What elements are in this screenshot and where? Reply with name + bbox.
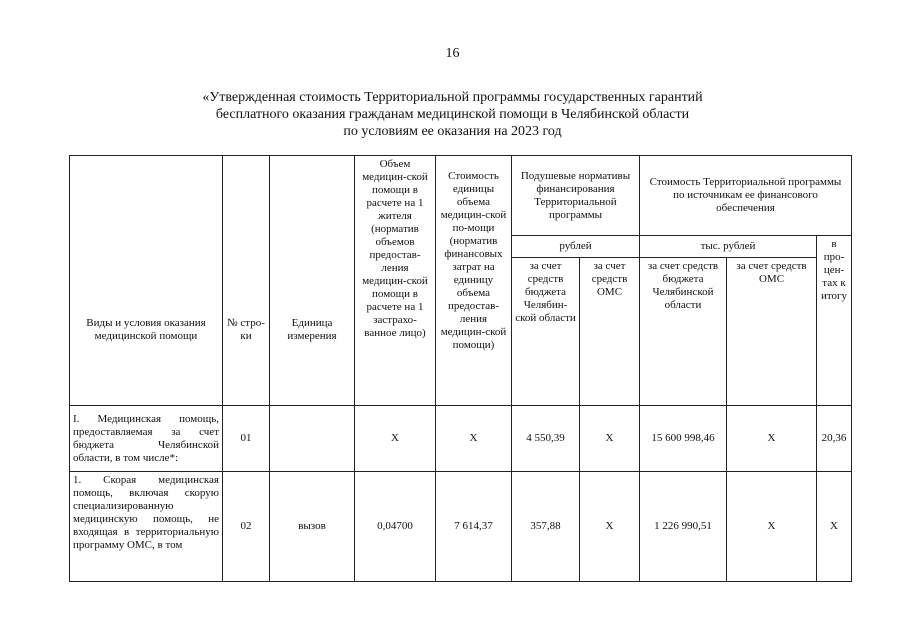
page-number: 16 xyxy=(445,46,460,61)
table-row xyxy=(70,472,852,582)
header-thousand-rubles: тыс. рублей xyxy=(640,236,817,258)
title-line-2: бесплатного оказания гражданам медицинской помощи в Челябинской области xyxy=(215,107,690,122)
header-row-number: № стро-ки xyxy=(223,156,270,406)
title-line-3: по условиям ее оказания на 2023 год xyxy=(343,124,562,139)
row-oms-rubles: Х xyxy=(580,406,640,472)
row-volume: Х xyxy=(355,406,436,472)
document-title xyxy=(120,89,785,140)
row-unit: вызов xyxy=(270,472,355,582)
row-budget-thousand: 1 226 990,51 xyxy=(640,472,727,582)
row-volume: 0,04700 xyxy=(355,472,436,582)
header-budget-thousand: за счет средств бюджета Челябинской области xyxy=(640,258,727,406)
row-oms-thousand: Х xyxy=(727,472,817,582)
row-kind: I. Медицинская помощь, предоставляемая за счет бюджета Челябинской области, в том числе*: xyxy=(70,406,223,472)
header-percent: в про-цен-тах к итогу xyxy=(817,236,852,406)
header-unit: Единица измерения xyxy=(270,156,355,406)
header-rubles: рублей xyxy=(512,236,640,258)
row-kind: 1. Скорая медицинская помощь, включая скорую специализированную медицинскую помощь, не входящая в территориальную программу ОМС, в том xyxy=(70,472,223,582)
header-kinds: Виды и условия оказания медицинской помощи xyxy=(70,156,223,406)
header-row-1 xyxy=(70,156,852,236)
row-unit-cost: Х xyxy=(436,406,512,472)
cost-table xyxy=(69,155,852,582)
row-unit-cost: 7 614,37 xyxy=(436,472,512,582)
header-program-cost: Стоимость Территориальной программы по источникам ее финансового обеспечения xyxy=(640,156,852,236)
row-number: 02 xyxy=(223,472,270,582)
row-oms-thousand: Х xyxy=(727,406,817,472)
header-oms-rubles: за счет средств ОМС xyxy=(580,258,640,406)
header-oms-thousand: за счет средств ОМС xyxy=(727,258,817,406)
row-percent: Х xyxy=(817,472,852,582)
header-volume: Объем медицин-ской помощи в расчете на 1 жителя (норматив объемов предостав-ления медицин-ской помощи в расчете на 1 застрахо-ванное лицо) xyxy=(355,156,436,406)
header-per-capita: Подушевые нормативы финансирования Территориальной программы xyxy=(512,156,640,236)
row-unit xyxy=(270,406,355,472)
row-budget-rubles: 4 550,39 xyxy=(512,406,580,472)
header-budget-rubles: за счет средств бюджета Челябин-ской области xyxy=(512,258,580,406)
row-percent: 20,36 xyxy=(817,406,852,472)
title-line-1: «Утвержденная стоимость Территориальной программы государственных гарантий xyxy=(202,90,703,105)
row-oms-rubles: Х xyxy=(580,472,640,582)
header-unit-cost: Стоимость единицы объема медицин-ской по-мощи (норматив финансовых затрат на единицу объема предостав-ления медицин-ской помощи) xyxy=(436,156,512,406)
row-number: 01 xyxy=(223,406,270,472)
row-budget-rubles: 357,88 xyxy=(512,472,580,582)
row-budget-thousand: 15 600 998,46 xyxy=(640,406,727,472)
table-row xyxy=(70,406,852,472)
